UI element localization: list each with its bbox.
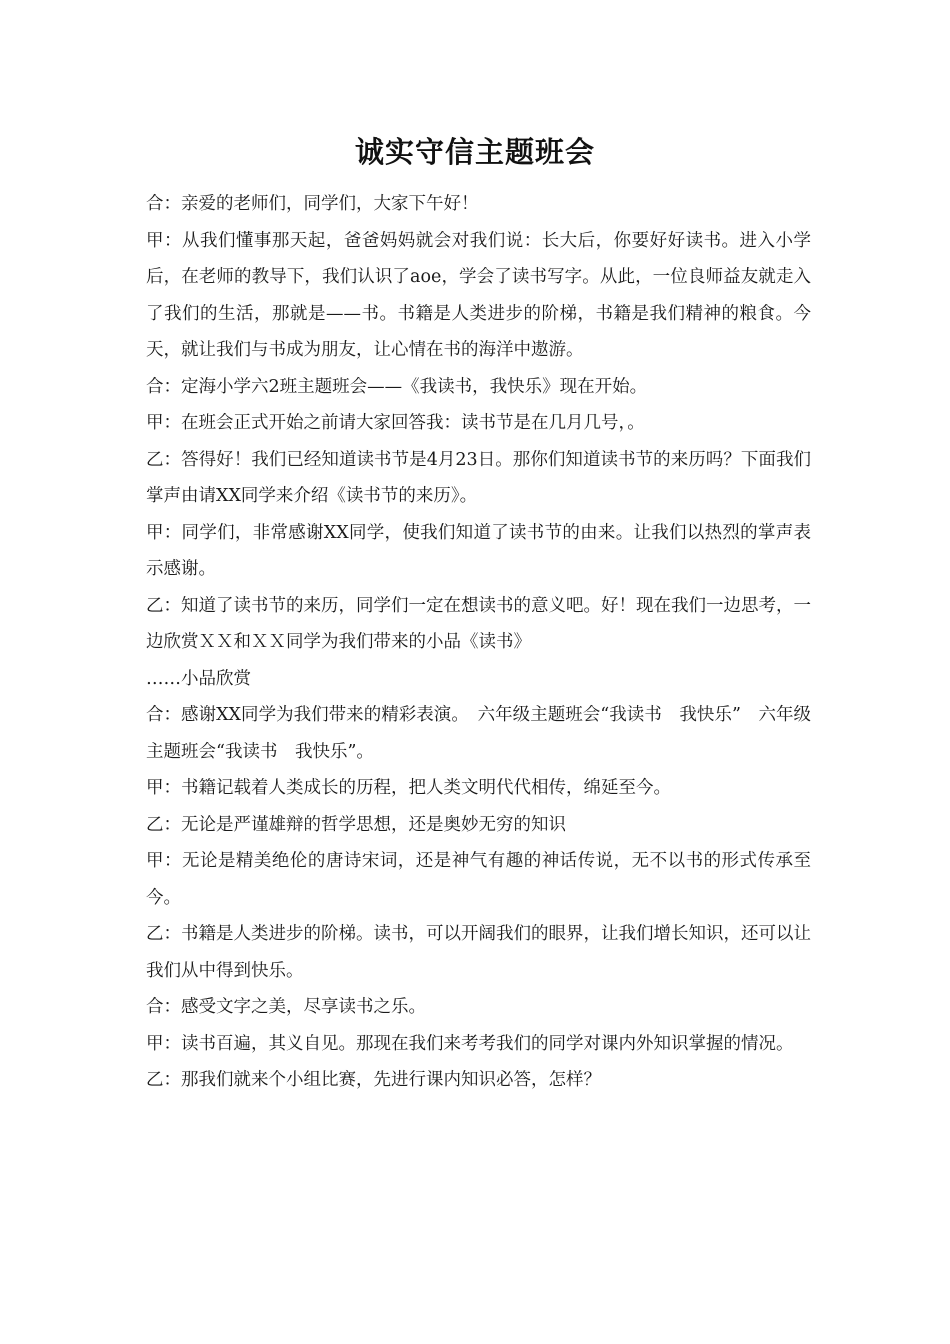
- paragraph: 甲：从我们懂事那天起，爸爸妈妈就会对我们说：长大后，你要好好读书。进入小学后，在老师的教导下，我们认识了aoe，学会了读书写字。从此，一位良师益友就走入了我们的生活，那就是——书。书籍是人类进步的阶梯，书籍是我们精神的粮食。今天，就让我们与书成为朋友，让心情在书的海洋中遨游。: [146, 230, 811, 360]
- paragraph: 乙：书籍是人类进步的阶梯。读书，可以开阔我们的眼界，让我们增长知识，还可以让我们从中得到快乐。: [146, 924, 811, 981]
- paragraph: 乙：无论是严谨雄辩的哲学思想，还是奥妙无穷的知识: [146, 814, 566, 835]
- paragraph: 甲：在班会正式开始之前请大家回答我：读书节是在几月几号，。: [146, 413, 645, 433]
- document-title: 诚实守信主题班会: [354, 135, 595, 169]
- paragraph: ……小品欣赏: [146, 668, 251, 689]
- document-body: [146, 186, 811, 1099]
- paragraph: 合：感受文字之美，尽享读书之乐。: [146, 997, 426, 1017]
- paragraph: 甲：同学们，非常感谢XX同学，使我们知道了读书节的由来。让我们以热烈的掌声表示感谢。: [146, 522, 811, 579]
- paragraph: 甲：无论是精美绝伦的唐诗宋词，还是神气有趣的神话传说，无不以书的形式传承至今。: [146, 851, 811, 908]
- paragraph: 乙：答得好！我们已经知道读书节是4月23日。那你们知道读书节的来历吗？下面我们掌声由请XX同学来介绍《读书节的来历》。: [146, 449, 811, 506]
- paragraph: 合：亲爱的老师们，同学们，大家下午好！: [146, 194, 479, 214]
- paragraph: 合：感谢XX同学为我们带来的精彩表演。 六年级主题班会“我读书 我快乐” 六年级主题班会“我读书 我快乐”。: [146, 705, 811, 762]
- paragraph: 甲：书籍记载着人类成长的历程，把人类文明代代相传，绵延至今。: [146, 778, 671, 798]
- paragraph: 甲：读书百遍，其义自见。那现在我们来考考我们的同学对课内外知识掌握的情况。: [146, 1033, 794, 1054]
- paragraph: 合：定海小学六2班主题班会——《我读书，我快乐》现在开始。: [146, 376, 648, 397]
- paragraph: 乙：那我们就来个小组比赛，先进行课内知识必答，怎样？: [146, 1070, 601, 1090]
- paragraph: 乙：知道了读书节的来历，同学们一定在想读书的意义吧。好！现在我们一边思考，一边欣赏ＸＸ和ＸＸ同学为我们带来的小品《读书》: [146, 595, 811, 652]
